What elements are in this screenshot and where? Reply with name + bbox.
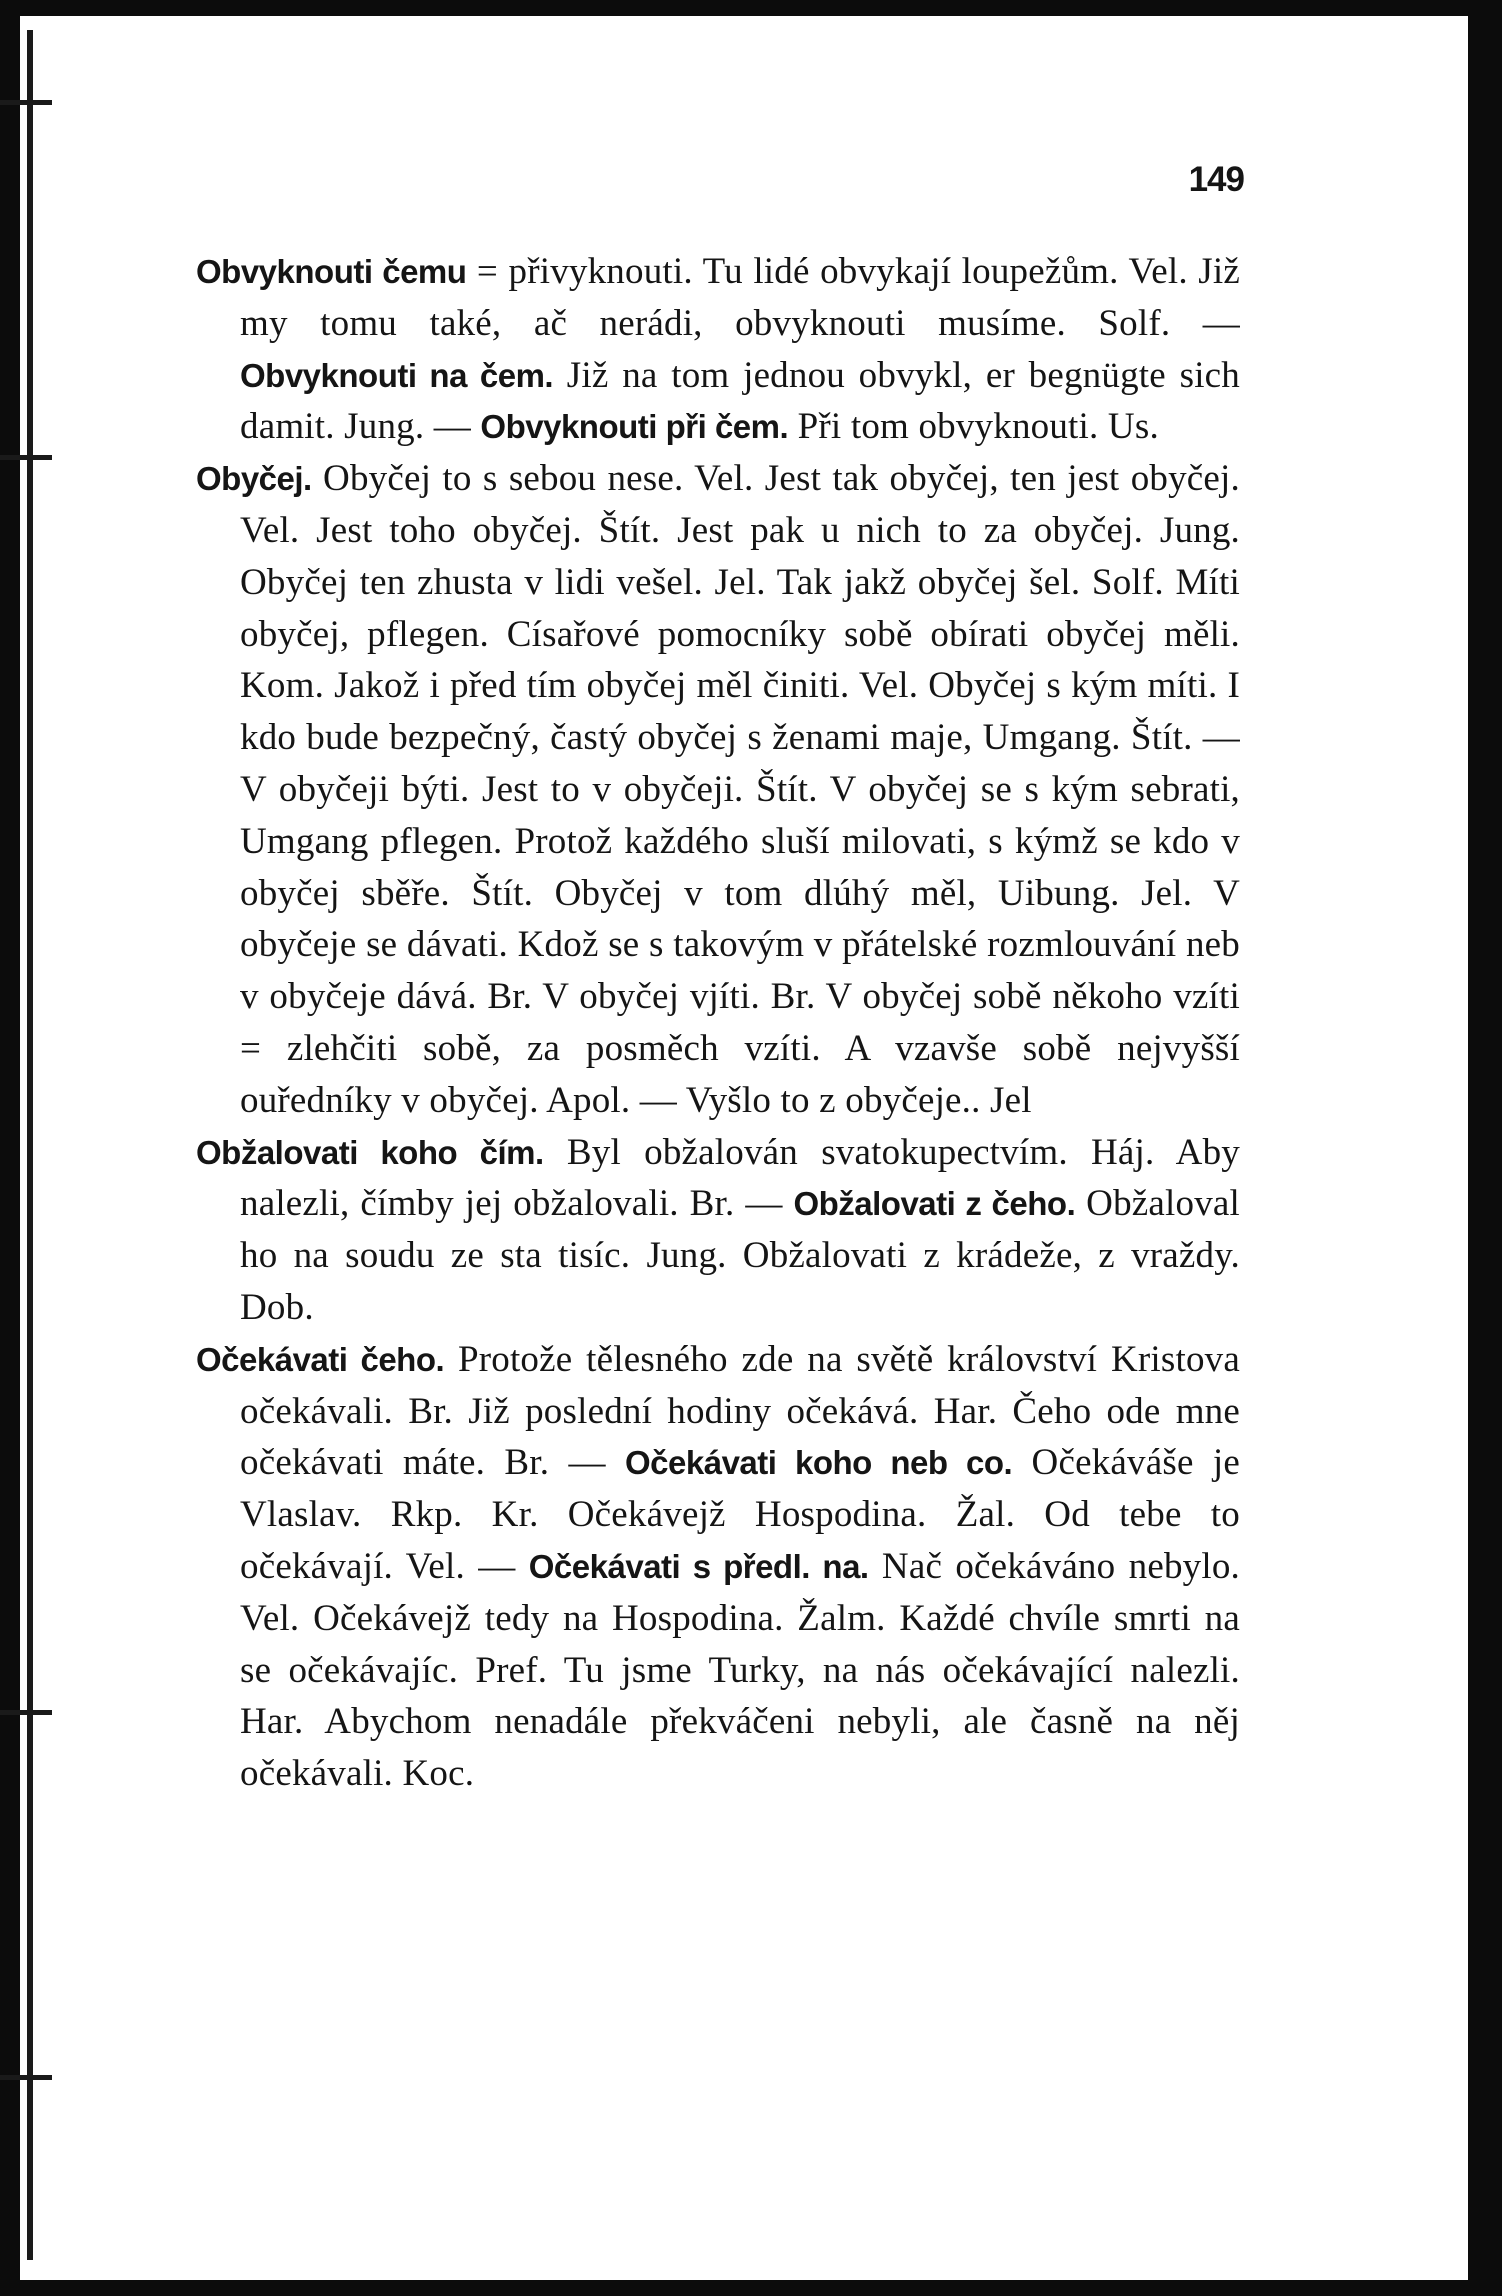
entry-text: Nač očekáváno nebylo. Vel. Očekávejž tedy na Hospodina. Žalm. Každé chvíle smrti na se očekávajíc. Pref. Tu jsme Turky, na nás očekávající nalezli. Har. Abychom nenadále překváčeni nebyli, ale časně na něj očekávali. Koc.	[240, 1545, 1240, 1795]
headword: Obvyknouti čemu	[196, 253, 467, 290]
dictionary-text	[196, 246, 1240, 1800]
binding-tick-4	[0, 2075, 52, 2080]
scan-border-right	[1468, 0, 1502, 2296]
entry-text: = přivyknouti. Tu lidé obvykají loupežům. Vel. Již my tomu také, ač nerádi, obvyknouti musíme. Solf. —	[240, 251, 1241, 344]
entry-obycej	[196, 453, 1240, 1126]
sub-headword: Očekávati koho neb co.	[624, 1444, 1013, 1482]
headword: Obyčej.	[196, 460, 312, 498]
binding-tick-2	[0, 455, 52, 460]
entry-text: Obyčej to s sebou nese. Vel. Jest tak obyčej, ten jest obyčej. Vel. Jest toho obyčej. Štít. Jest pak u nich to za obyčej. Jung. Obyčej ten zhusta v lidi vešel. Jel. Tak jakž obyčej šel. Solf. Míti obyčej, pflegen. Císařové pomocníky sobě obírati obyčej měli. Kom. Jakož i před tím obyčej měl činiti. Vel. Obyčej s kým míti. I kdo bude bezpečný, častý obyčej s ženami maje, Umgang. Štít. — V obyčeji býti. Jest to v obyčeji. Štít. V obyčej se s kým sebrati, Umgang pflegen. Protož každého sluší milovati, s kýmž se kdo v obyčej sběře. Štít. Obyčej v tom dlúhý měl, Uibung. Jel. V obyčeje se dávati. Kdož se s takovým v přátelské rozmlouvání neb v obyčeje dává. Br. V obyčej vjíti. Br. V obyčej sobě někoho vzíti = zlehčiti sobě, za posměch vzíti. A vzavše sobě nejvyšší ouředníky v obyčej. Apol. — Vyšlo to z obyčeje.. Jel	[240, 458, 1240, 1121]
entry-text: Při tom obvyknouti. Us.	[788, 406, 1159, 448]
sub-headword: Obžalovati z čeho.	[793, 1185, 1076, 1223]
headword: Obžalovati koho čím.	[196, 1133, 544, 1171]
entry-text: Již na tom jednou obvykl, er begnügte sich damit. Jung. —	[240, 354, 1240, 448]
sub-headword: Obvyknouti na čem.	[240, 356, 554, 394]
binding-line	[27, 30, 33, 2260]
entry-text: Očekáváše je Vlaslav. Rkp. Kr. Očekávejž Hospodina. Žal. Od tebe to očekávají. Vel. —	[240, 1442, 1240, 1587]
entry-text: Obžaloval ho na soudu ze sta tisíc. Jung. Obžalovati z krádeže, z vraždy. Dob.	[240, 1183, 1240, 1328]
sub-headword: Očekávati s předl. na.	[528, 1547, 869, 1585]
scan-border-bottom	[0, 2280, 1502, 2296]
entry-obzalovati	[196, 1127, 1240, 1334]
headword: Očekávati čeho.	[196, 1340, 445, 1378]
sub-headword: Obvyknouti při čem.	[480, 408, 789, 446]
binding-tick-3	[0, 1710, 52, 1715]
entry-ocekavati	[196, 1334, 1240, 1800]
entry-text: Byl obžalován svatokupectvím. Háj. Aby nalezli, čímby jej obžalovali. Br. —	[240, 1131, 1240, 1225]
binding-tick-1	[0, 100, 52, 105]
entry-obvyknouti	[196, 246, 1240, 453]
scan-border-top	[0, 0, 1502, 16]
entry-text: Protože tělesného zde na světě království Kristova očekávali. Br. Již poslední hodiny očekává. Har. Čeho ode mne očekávati máte. Br. —	[240, 1338, 1240, 1484]
page-number: 149	[1188, 160, 1244, 199]
scan-border-left	[0, 0, 20, 2296]
